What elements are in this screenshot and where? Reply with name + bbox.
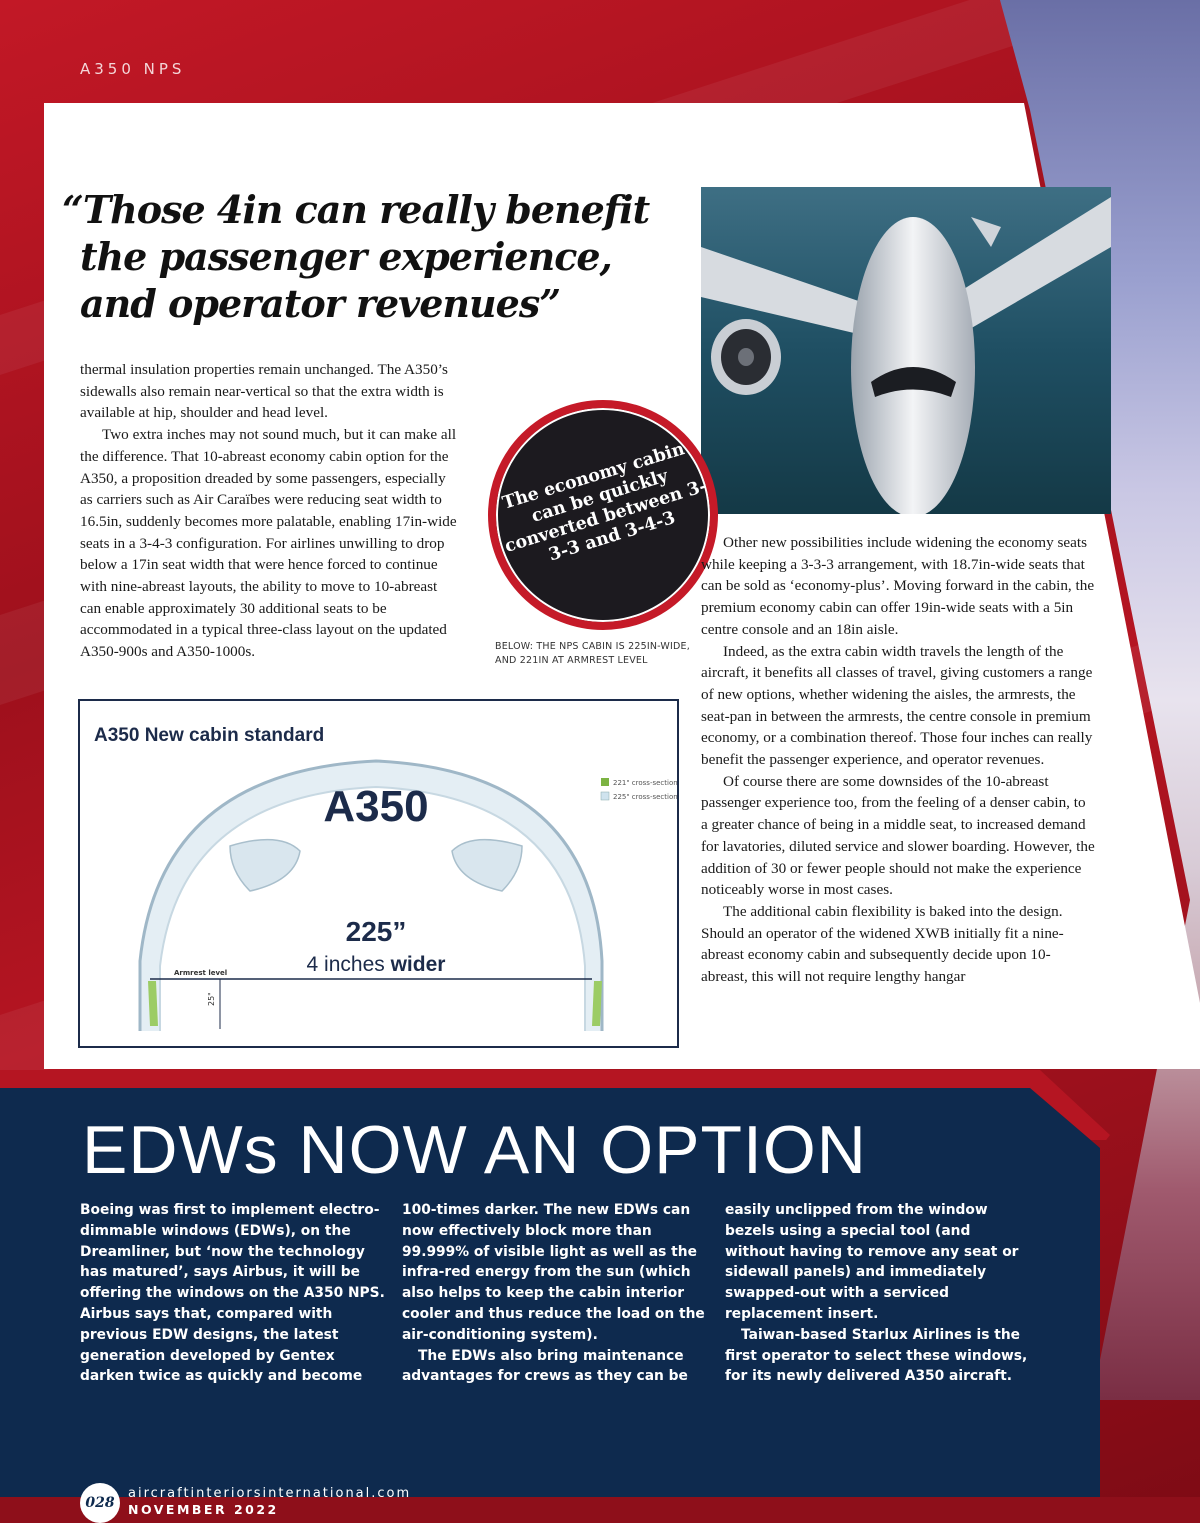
section-title: EDWs NOW AN OPTION [82,1112,867,1188]
pull-quote-line-3: and operator revenues” [80,281,561,326]
width-value: 225” [345,916,407,947]
page-number: 028 [85,1495,115,1511]
footer-website: aircraftinteriorsinternational.com [128,1486,412,1501]
legend-label-221: 221" cross-section [613,779,677,787]
cross-section-svg [80,701,677,1046]
paragraph: Boeing was first to implement electro-dimmable windows (EDWs), on the Dreamliner, but ‘now the technology has matured’, says Airbus, it will be offering the windows on the A350 NPS. Airbus says that, compared with previous EDW designs, the latest generation developed by Gentex darken twice as quickly and become [80,1202,385,1385]
paragraph: easily unclipped from the window bezels using a special tool (and without having to remove any seat or sidewall panels) and immediately swapped-out with a serviced replacement insert. [725,1202,1019,1322]
a350-logo: A350 [323,782,429,831]
cabin-cross-section-diagram [78,699,679,1048]
aircraft-illustration [701,187,1111,514]
edw-column-1 [80,1200,385,1387]
legend-swatch-221 [601,778,609,786]
body-column-right [701,532,1096,988]
armrest-label: Armrest level [174,969,228,977]
legend-swatch-225 [601,792,609,800]
paragraph: Indeed, as the extra cabin width travels the length of the aircraft, it benefits all classes of travel, giving customers a range of new options, whether widening the aisles, the armrests, the seat-pan in between the armrests, the centre console in premium economy, or a combination thereof. Those four inches can really benefit the passenger experience, and operator revenues. [701,642,1093,769]
callout-text: The economy cabin can be quickly converted between 3-3-3 and 3-4-3 [500,439,710,566]
edw-column-3 [725,1200,1030,1387]
pull-quote-line-2: the passenger experience, [80,234,612,279]
image-caption: BELOW: THE NPS CABIN IS 225IN-WIDE, AND 221IN AT ARMREST LEVEL [495,641,690,666]
paragraph: Two extra inches may not sound much, but it can make all the difference. That 10-abreast economy cabin option for the A350, a proposition dreaded by some passengers, especially as carriers such as Air Caraïbes were reducing seat width to 16.5in, suddenly becomes more palatable, enabling 17in-wide seats in a 3-4-3 configuration. For airlines unwilling to drop below a 17in seat width that were hence forced to continue with nine-abreast layouts, the ability to move to 10-abreast can enable approximately 30 additional seats to be accommodated in a typical three-class layout on the updated A350-900s and A350-1000s. [80,426,457,661]
paragraph: The additional cabin flexibility is baked into the design. Should an operator of the widened XWB initially fit a nine-abreast economy cabin and subsequently decide upon 10-abreast, this will not require lengthy hangar [701,902,1064,986]
diagram-title: A350 New cabin standard [94,725,325,746]
paragraph: thermal insulation properties remain unchanged. The A350’s sidewalls also remain near-vertical so that the extra width is available at hip, shoulder and head level. [80,361,448,422]
pull-quote [62,186,662,327]
aircraft-photo [701,187,1111,514]
paragraph: 100-times darker. The new EDWs can now effectively block more than 99.999% of visible light as well as the infra-red energy from the sun (which also helps to keep the cabin interior cooler and thus reduce the load on the air-conditioning system). [402,1202,705,1343]
paragraph: Other new possibilities include widening the economy seats while keeping a 3-3-3 arrangement, with 18.7in-wide seats that can be sold as ‘economy-plus’. Moving forward in the cabin, the premium economy cabin can offer 19in-wide seats with a 5in centre console and an 18in aisle. [701,534,1095,638]
pull-quote-line-1: “Those 4in can really benefit [62,187,650,232]
paragraph: Taiwan-based Starlux Airlines is the first operator to select these windows, for its newly delivered A350 aircraft. [725,1326,1028,1385]
footer-date: NOVEMBER 2022 [128,1502,279,1517]
wider-label: 4 inches wider [306,953,446,976]
height-label: 25" [207,992,216,1006]
paragraph: Of course there are some downsides of the 10-abreast passenger experience too, from the feeling of a denser cabin, to a greater chance of being in a middle seat, to increased demand for lavatories, diluted service and slower boarding. However, the addition of 30 or fewer people should not make the experience noticeably worse in most cases. [701,772,1095,899]
legend-label-225: 225" cross-section [613,793,677,801]
edw-column-2 [402,1200,707,1387]
paragraph: The EDWs also bring maintenance advantages for crews as they can be [402,1347,688,1385]
body-column-left [80,359,460,663]
running-head: A350 NPS [80,60,186,78]
